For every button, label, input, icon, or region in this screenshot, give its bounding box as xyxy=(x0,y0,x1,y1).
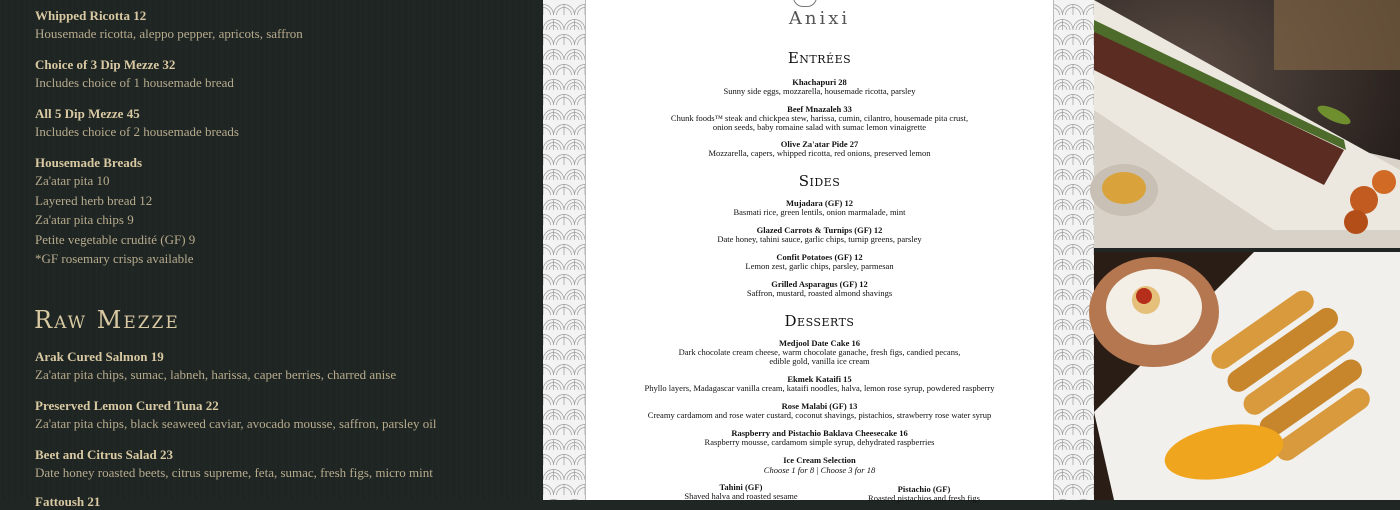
item-name: Fattoush 21 xyxy=(35,494,101,509)
item-name: Confit Potatoes (GF) 12 xyxy=(776,252,863,262)
menu-item xyxy=(586,253,1053,271)
deco-pattern-icon xyxy=(1052,0,1094,500)
item-name: Beet and Citrus Salad 23 xyxy=(35,447,173,462)
left-menu-panel xyxy=(0,0,543,509)
item-desc: Basmati rice, green lentils, onion marmalade, mint xyxy=(733,207,906,217)
item-desc: Lemon zest, garlic chips, parsley, parmesan xyxy=(745,261,894,271)
printed-menu xyxy=(543,0,1094,503)
menu-item xyxy=(586,199,1053,217)
menu-item xyxy=(586,280,1053,298)
item-name: Khachapuri 28 xyxy=(792,77,847,87)
menu-paper xyxy=(585,0,1054,503)
item-desc: Sunny side eggs, mozzarella, housemade ricotta, parsley xyxy=(723,86,916,96)
item-desc: Phyllo layers, Madagascar vanilla cream, kataifi noodles, halva, lemon rose syrup, powdered raspberry xyxy=(644,383,995,393)
item-desc: Chunk foods™ steak and chickpea stew, harissa, cumin, cilantro, housemade pita crust, xyxy=(670,113,969,123)
item-name: Ekmek Kataifi 15 xyxy=(787,374,852,384)
menu-item xyxy=(586,402,1053,420)
menu-item xyxy=(586,375,1053,393)
item-name: Beef Mnazaleh 33 xyxy=(787,104,852,114)
item-desc: Mozzarella, capers, whipped ricotta, red onions, preserved lemon xyxy=(708,148,931,158)
menu-item xyxy=(35,106,239,142)
section-title: Sides xyxy=(798,172,841,190)
item-name: Tahini (GF) xyxy=(719,482,763,492)
item-desc: Includes choice of 2 housemade breads xyxy=(35,124,239,139)
brand-logo: Anixi xyxy=(788,8,851,29)
item-name: Ice Cream Selection xyxy=(783,455,856,465)
item-name: Raspberry and Pistachio Baklava Cheesecake 16 xyxy=(731,428,908,438)
cigars-photo xyxy=(1094,252,1400,500)
item-desc: Saffron, mustard, roasted almond shavings xyxy=(746,288,893,298)
menu-item xyxy=(586,339,1053,365)
item-name: Arak Cured Salmon 19 xyxy=(35,349,164,364)
menu-item xyxy=(35,155,195,269)
item-desc: Shaved halva and roasted sesame xyxy=(684,491,798,501)
menu-item xyxy=(586,140,1053,158)
menu-item xyxy=(586,226,1053,244)
item-desc: Raspberry mousse, cardamom simple syrup, dehydrated raspberries xyxy=(704,437,935,447)
item-name: Whipped Ricotta 12 xyxy=(35,8,147,23)
menu-item xyxy=(35,447,433,483)
steak-image-icon xyxy=(1094,0,1400,248)
ice-cream-flavor xyxy=(824,485,1024,503)
art-deco-border-left xyxy=(543,0,585,500)
item-name: Rose Malabi (GF) 13 xyxy=(781,401,858,411)
menu-item xyxy=(586,78,1053,96)
item-desc: Za'atar pita 10 xyxy=(35,173,110,188)
menu-item xyxy=(35,8,303,44)
section-title: Raw Mezze xyxy=(34,306,180,334)
menu-item xyxy=(586,105,1053,131)
item-name: All 5 Dip Mezze 45 xyxy=(35,106,140,121)
item-desc: Housemade ricotta, aleppo pepper, apricots, saffron xyxy=(35,26,303,41)
ice-cream-flavor xyxy=(641,483,841,501)
item-name: Olive Za'atar Pide 27 xyxy=(780,139,859,149)
item-desc: Date honey roasted beets, citrus supreme, feta, sumac, fresh figs, micro mint xyxy=(35,465,433,480)
item-desc: Za'atar pita chips, sumac, labneh, harissa, caper berries, charred anise xyxy=(35,367,397,382)
menu-item xyxy=(35,398,437,434)
item-desc: Date honey, tahini sauce, garlic chips, turnip greens, parsley xyxy=(717,234,922,244)
item-desc: *GF rosemary crisps available xyxy=(35,251,194,266)
item-name: Pistachio (GF) xyxy=(897,484,951,494)
menu-item xyxy=(586,429,1053,447)
menu-item xyxy=(35,57,234,93)
item-name: Housemade Breads xyxy=(35,155,143,170)
cigars-image-icon xyxy=(1094,252,1400,500)
item-name: Preserved Lemon Cured Tuna 22 xyxy=(35,398,219,413)
item-name: Medjool Date Cake 16 xyxy=(779,338,860,348)
item-desc: Creamy cardamom and rose water custard, coconut shavings, pistachios, strawberry rose water syrup xyxy=(647,410,992,420)
ice-cream-selection xyxy=(586,456,1053,475)
item-desc: Za'atar pita chips, black seaweed caviar, avocado mousse, saffron, parsley oil xyxy=(35,416,437,431)
item-desc: Za'atar pita chips 9 xyxy=(35,212,134,227)
item-name: Glazed Carrots & Turnips (GF) 12 xyxy=(756,225,883,235)
steak-photo xyxy=(1094,0,1400,248)
menu-item xyxy=(35,349,396,385)
section-title: Desserts xyxy=(784,312,855,330)
item-desc: Petite vegetable crudité (GF) 9 xyxy=(35,231,196,247)
art-deco-border-right xyxy=(1052,0,1094,500)
menu-item xyxy=(35,494,100,510)
item-desc: Dark chocolate cream cheese, warm chocolate ganache, fresh figs, candied pecans, xyxy=(678,347,961,357)
section-title: Entrées xyxy=(787,49,852,67)
item-desc: Includes choice of 1 housemade bread xyxy=(35,75,234,90)
item-name: Choice of 3 Dip Mezze 32 xyxy=(35,57,176,72)
deco-pattern-icon xyxy=(543,0,585,500)
logo-icon xyxy=(793,0,817,7)
item-desc: onion seeds, baby romaine salad with sumac lemon vinaigrette xyxy=(712,121,927,132)
item-desc: edible gold, vanilla ice cream xyxy=(769,355,870,366)
item-desc: Choose 1 for 8 | Choose 3 for 18 xyxy=(763,465,876,475)
item-name: Grilled Asparagus (GF) 12 xyxy=(771,279,868,289)
item-desc: Layered herb bread 12 xyxy=(35,192,153,208)
item-desc: Roasted pistachios and fresh figs xyxy=(868,493,980,503)
item-name: Mujadara (GF) 12 xyxy=(785,198,854,208)
